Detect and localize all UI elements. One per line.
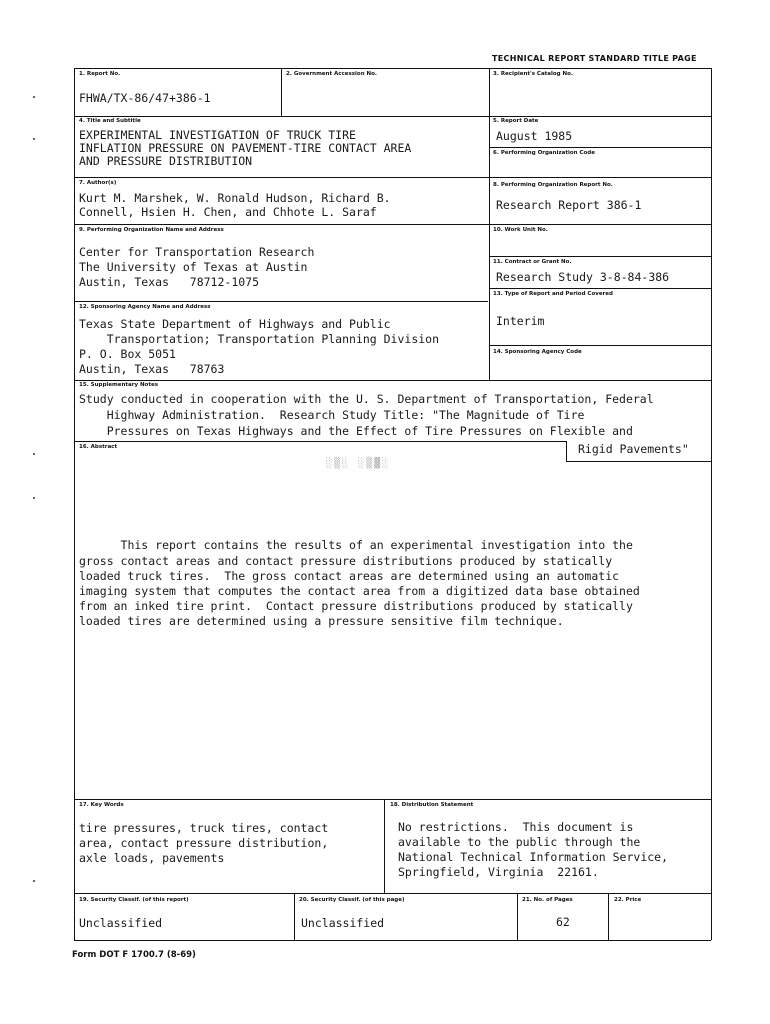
- abstract-line-1: This report contains the results of an experimental investigation into the: [79, 538, 633, 552]
- divider: [74, 301, 488, 302]
- key-words-line-3: axle loads, pavements: [79, 851, 225, 865]
- supp-notes-label: 15. Supplementary Notes: [79, 382, 158, 388]
- report-date-label: 5. Report Date: [493, 118, 539, 124]
- report-type-value: Interim: [496, 314, 545, 328]
- distribution-line-3: National Technical Information Service,: [398, 850, 669, 864]
- divider: [74, 893, 75, 940]
- abstract-label: 16. Abstract: [79, 444, 118, 450]
- perf-org-line-3: Austin, Texas 78712-1075: [79, 275, 260, 289]
- divider: [74, 940, 711, 941]
- sponsor-line-1: Texas State Department of Highways and Public: [79, 317, 391, 331]
- key-words-line-1: tire pressures, truck tires, contact: [79, 821, 329, 835]
- contract-label: 11. Contract or Grant No.: [493, 259, 572, 265]
- security-report-label: 19. Security Classif. (of this report): [79, 897, 189, 903]
- divider: [74, 893, 711, 894]
- supp-notes-line-1: Study conducted in cooperation with the U. S. Department of Transportation, Federal: [79, 392, 654, 406]
- abstract-line-2: gross contact areas and contact pressure distributions produced by statically: [79, 554, 613, 568]
- report-no-value: FHWA/TX-86/47+386-1: [79, 91, 211, 105]
- security-report-value: Unclassified: [79, 916, 163, 930]
- scan-speck: [33, 497, 35, 499]
- title-label: 4. Title and Subtitle: [79, 118, 141, 124]
- divider: [566, 461, 711, 462]
- divider: [281, 68, 282, 116]
- divider: [74, 380, 711, 381]
- security-page-label: 20. Security Classif. (of this page): [299, 897, 405, 903]
- sponsor-line-3: P. O. Box 5051: [79, 347, 176, 361]
- work-unit-label: 10. Work Unit No.: [493, 227, 548, 233]
- divider: [74, 799, 711, 800]
- gov-accession-label: 2. Government Accession No.: [286, 71, 378, 77]
- authors-line-2: Connell, Hsien H. Chen, and Chhote L. Saraf: [79, 205, 377, 219]
- distribution-label: 18. Distribution Statement: [390, 802, 474, 808]
- perf-org-code-label: 6. Performing Organization Code: [493, 150, 595, 156]
- form-heading: TECHNICAL REPORT STANDARD TITLE PAGE: [492, 54, 697, 63]
- scan-smudge: ░▒░ ░▒▓░: [326, 458, 391, 469]
- report-date-value: August 1985: [496, 129, 573, 143]
- recipient-catalog-label: 3. Recipient's Catalog No.: [493, 71, 573, 77]
- scan-speck: [33, 96, 35, 98]
- report-no-label: 1. Report No.: [79, 71, 121, 77]
- divider: [74, 116, 711, 117]
- perf-org-line-1: Center for Transportation Research: [79, 245, 315, 259]
- divider: [608, 893, 609, 940]
- sponsor-line-4: Austin, Texas 78763: [79, 362, 225, 376]
- divider: [711, 893, 712, 940]
- perf-org-report-value: Research Report 386-1: [496, 198, 642, 212]
- abstract-line-4: imaging system that computes the contact area from a digitized data base obtained: [79, 584, 640, 598]
- divider: [489, 345, 711, 346]
- authors-line-1: Kurt M. Marshek, W. Ronald Hudson, Richard B.: [79, 191, 391, 205]
- perf-org-name-label: 9. Performing Organization Name and Address: [79, 227, 224, 233]
- frame-top-line: [74, 68, 711, 69]
- title-line-3: AND PRESSURE DISTRIBUTION: [79, 154, 253, 168]
- perf-org-line-2: The University of Texas at Austin: [79, 260, 308, 274]
- frame-left-line: [74, 68, 75, 894]
- sponsor-label: 12. Sponsoring Agency Name and Address: [79, 304, 211, 310]
- divider: [489, 288, 711, 289]
- title-line-2: INFLATION PRESSURE ON PAVEMENT-TIRE CONTACT AREA: [79, 141, 412, 155]
- security-page-value: Unclassified: [301, 916, 385, 930]
- divider: [566, 441, 567, 461]
- supp-notes-tail: Rigid Pavements": [578, 442, 689, 456]
- sponsor-line-2: Transportation; Transportation Planning Division: [79, 332, 440, 346]
- pages-label: 21. No. of Pages: [522, 897, 573, 903]
- price-label: 22. Price: [614, 897, 642, 903]
- divider: [517, 893, 518, 940]
- contract-value: Research Study 3-8-84-386: [496, 270, 670, 284]
- divider: [74, 177, 711, 178]
- divider: [74, 224, 711, 225]
- supp-notes-line-3: Pressures on Texas Highways and the Effect of Tire Pressures on Flexible and: [79, 424, 633, 438]
- frame-right-line: [711, 68, 712, 894]
- distribution-line-4: Springfield, Virginia 22161.: [398, 865, 599, 879]
- authors-label: 7. Author(s): [79, 180, 117, 186]
- supp-notes-line-2: Highway Administration. Research Study Title: "The Magnitude of Tire: [79, 408, 585, 422]
- distribution-line-2: available to the public through the: [398, 835, 641, 849]
- scan-speck: [33, 138, 35, 140]
- abstract-line-6: loaded tires are determined using a pressure sensitive film technique.: [79, 614, 564, 628]
- distribution-line-1: No restrictions. This document is: [398, 820, 634, 834]
- perf-org-report-label: 8. Performing Organization Report No.: [493, 182, 613, 188]
- divider: [384, 799, 385, 894]
- key-words-line-2: area, contact pressure distribution,: [79, 836, 329, 850]
- divider: [74, 441, 566, 442]
- abstract-line-3: loaded truck tires. The gross contact areas are determined using an automatic: [79, 569, 620, 583]
- form-footer: Form DOT F 1700.7 (8-69): [72, 950, 196, 960]
- divider: [489, 147, 711, 148]
- divider: [294, 893, 295, 940]
- scan-speck: [33, 453, 35, 455]
- divider: [489, 256, 711, 257]
- report-type-label: 13. Type of Report and Period Covered: [493, 291, 613, 297]
- key-words-label: 17. Key Words: [79, 802, 124, 808]
- pages-value: 62: [556, 915, 570, 929]
- scan-speck: [33, 880, 35, 882]
- abstract-line-5: from an inked tire print. Contact pressure distributions produced by statically: [79, 599, 633, 613]
- sponsor-code-label: 14. Sponsoring Agency Code: [493, 349, 582, 355]
- title-line-1: EXPERIMENTAL INVESTIGATION OF TRUCK TIRE: [79, 128, 356, 142]
